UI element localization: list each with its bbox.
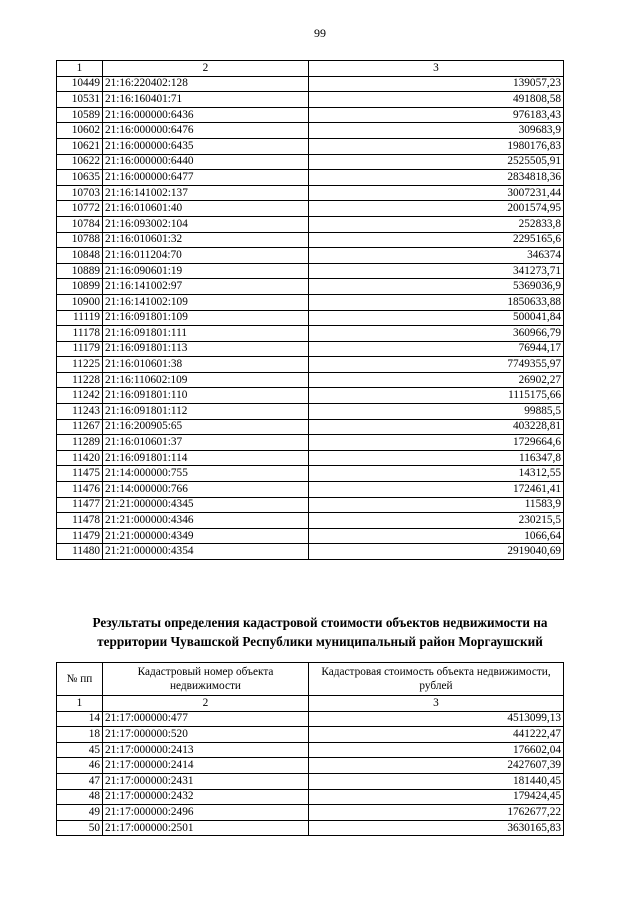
cadastral-number: 21:16:091801:110 (103, 388, 309, 404)
table-row (57, 341, 564, 357)
cadastral-number: 21:16:011204:70 (103, 248, 309, 264)
cadastral-value: 252833,8 (309, 216, 564, 232)
row-number: 14 (57, 711, 103, 727)
table-row (57, 727, 564, 743)
cadastral-value: 11583,9 (309, 497, 564, 513)
cadastral-value: 179424,45 (309, 789, 564, 805)
table-row (57, 388, 564, 404)
table-row (57, 466, 564, 482)
cadastral-value: 309683,9 (309, 123, 564, 139)
row-number: 10635 (57, 170, 103, 186)
row-number: 10703 (57, 185, 103, 201)
row-number: 10602 (57, 123, 103, 139)
cadastral-number: 21:16:010601:40 (103, 201, 309, 217)
table-row (57, 123, 564, 139)
table-row (57, 154, 564, 170)
cadastral-number: 21:17:000000:2413 (103, 742, 309, 758)
section-title (40, 613, 600, 651)
cadastral-value: 403228,81 (309, 419, 564, 435)
cadastral-value: 2427607,39 (309, 758, 564, 774)
table-row (57, 107, 564, 123)
cadastral-value: 14312,55 (309, 466, 564, 482)
table-row (57, 326, 564, 342)
column-number: 2 (103, 696, 309, 712)
cadastral-number: 21:16:220402:128 (103, 76, 309, 92)
section-title-line: Результаты определения кадастровой стоимости объектов недвижимости на (92, 615, 548, 630)
table-row (57, 528, 564, 544)
section-title-line: территории Чувашской Республики муниципальный район Моргаушский (97, 634, 543, 649)
table-row (57, 513, 564, 529)
cadastral-value: 5369036,9 (309, 279, 564, 295)
table-row (57, 76, 564, 92)
row-number: 11179 (57, 341, 103, 357)
row-number: 11478 (57, 513, 103, 529)
cadastral-value: 139057,23 (309, 76, 564, 92)
cadastral-value: 2001574,95 (309, 201, 564, 217)
row-number: 10784 (57, 216, 103, 232)
row-number: 10621 (57, 138, 103, 154)
header-row (57, 663, 564, 696)
row-number: 48 (57, 789, 103, 805)
row-number: 50 (57, 820, 103, 836)
cadastral-value: 2834818,36 (309, 170, 564, 186)
table-row (57, 544, 564, 560)
row-number: 10848 (57, 248, 103, 264)
cadastral-value: 3630165,83 (309, 820, 564, 836)
table-row (57, 170, 564, 186)
table-row (57, 138, 564, 154)
cadastral-number: 21:16:091801:112 (103, 404, 309, 420)
column-number-row (57, 696, 564, 712)
cadastral-value: 4513099,13 (309, 711, 564, 727)
cadastral-number: 21:16:010601:38 (103, 357, 309, 373)
table-row (57, 450, 564, 466)
cadastral-number: 21:16:000000:6440 (103, 154, 309, 170)
cadastral-number: 21:14:000000:755 (103, 466, 309, 482)
row-number: 10788 (57, 232, 103, 248)
table-row (57, 435, 564, 451)
cadastral-value: 976183,43 (309, 107, 564, 123)
cadastral-number: 21:17:000000:477 (103, 711, 309, 727)
row-number: 11225 (57, 357, 103, 373)
cadastral-number: 21:16:141002:97 (103, 279, 309, 295)
cadastral-value: 181440,45 (309, 773, 564, 789)
cadastral-number: 21:21:000000:4345 (103, 497, 309, 513)
cadastral-value: 2919040,69 (309, 544, 564, 560)
table-row (57, 820, 564, 836)
table-row (57, 758, 564, 774)
page-number: 99 (314, 26, 326, 40)
header-cell: Кадастровая стоимость объекта недвижимости, рублей (309, 663, 564, 696)
cadastral-number: 21:16:091801:114 (103, 450, 309, 466)
row-number: 11228 (57, 372, 103, 388)
cadastral-number: 21:16:141002:109 (103, 294, 309, 310)
table-row (57, 789, 564, 805)
row-number: 10900 (57, 294, 103, 310)
cadastral-value: 116347,8 (309, 450, 564, 466)
cadastral-value: 1850633,88 (309, 294, 564, 310)
cadastral-value: 346374 (309, 248, 564, 264)
cadastral-number: 21:16:110602:109 (103, 372, 309, 388)
table-row (57, 232, 564, 248)
cadastral-value: 230215,5 (309, 513, 564, 529)
cadastral-value: 441222,47 (309, 727, 564, 743)
cadastral-value: 172461,41 (309, 482, 564, 498)
cadastral-value: 1762677,22 (309, 805, 564, 821)
cadastral-number: 21:17:000000:2432 (103, 789, 309, 805)
row-number: 10772 (57, 201, 103, 217)
column-number: 3 (309, 696, 564, 712)
row-number: 49 (57, 805, 103, 821)
cadastral-number: 21:16:093002:104 (103, 216, 309, 232)
table-row (57, 773, 564, 789)
row-number: 11477 (57, 497, 103, 513)
column-number: 2 (103, 61, 309, 77)
cadastral-number: 21:16:200905:65 (103, 419, 309, 435)
cadastral-number: 21:21:000000:4349 (103, 528, 309, 544)
row-number: 11420 (57, 450, 103, 466)
table-row (57, 185, 564, 201)
row-number: 11480 (57, 544, 103, 560)
row-number: 10531 (57, 92, 103, 108)
cadastral-number: 21:21:000000:4354 (103, 544, 309, 560)
cadastral-value: 1729664,6 (309, 435, 564, 451)
row-number: 11475 (57, 466, 103, 482)
table-row (57, 310, 564, 326)
cadastral-number: 21:16:091801:111 (103, 326, 309, 342)
cadastral-number: 21:14:000000:766 (103, 482, 309, 498)
row-number: 45 (57, 742, 103, 758)
table-row (57, 357, 564, 373)
row-number: 11267 (57, 419, 103, 435)
table-row (57, 372, 564, 388)
cadastral-value: 500041,84 (309, 310, 564, 326)
column-number: 3 (309, 61, 564, 77)
table-row (57, 201, 564, 217)
cadastral-value: 1980176,83 (309, 138, 564, 154)
table-row (57, 248, 564, 264)
table-row (57, 742, 564, 758)
row-number: 10899 (57, 279, 103, 295)
table-row (57, 263, 564, 279)
table-row (57, 711, 564, 727)
cadastral-table-2 (56, 662, 564, 836)
row-number: 11289 (57, 435, 103, 451)
cadastral-value: 7749355,97 (309, 357, 564, 373)
cadastral-value: 2295165,6 (309, 232, 564, 248)
row-number: 11479 (57, 528, 103, 544)
cadastral-number: 21:17:000000:2431 (103, 773, 309, 789)
cadastral-value: 99885,5 (309, 404, 564, 420)
column-number: 1 (57, 61, 103, 77)
column-number: 1 (57, 696, 103, 712)
cadastral-number: 21:21:000000:4346 (103, 513, 309, 529)
cadastral-number: 21:17:000000:2496 (103, 805, 309, 821)
column-number-row (57, 61, 564, 77)
cadastral-value: 1066,64 (309, 528, 564, 544)
row-number: 11476 (57, 482, 103, 498)
row-number: 10449 (57, 76, 103, 92)
table-row (57, 419, 564, 435)
cadastral-number: 21:17:000000:2501 (103, 820, 309, 836)
table-row (57, 279, 564, 295)
row-number: 46 (57, 758, 103, 774)
row-number: 11242 (57, 388, 103, 404)
cadastral-number: 21:16:000000:6435 (103, 138, 309, 154)
cadastral-number: 21:16:090601:19 (103, 263, 309, 279)
row-number: 18 (57, 727, 103, 743)
row-number: 47 (57, 773, 103, 789)
cadastral-number: 21:17:000000:520 (103, 727, 309, 743)
cadastral-number: 21:16:010601:37 (103, 435, 309, 451)
table-row (57, 805, 564, 821)
cadastral-number: 21:16:091801:113 (103, 341, 309, 357)
cadastral-value: 176602,04 (309, 742, 564, 758)
cadastral-number: 21:16:000000:6476 (103, 123, 309, 139)
table-row (57, 216, 564, 232)
cadastral-number: 21:16:141002:137 (103, 185, 309, 201)
table-row (57, 497, 564, 513)
table-row (57, 404, 564, 420)
cadastral-number: 21:16:000000:6477 (103, 170, 309, 186)
table-row (57, 92, 564, 108)
row-number: 11178 (57, 326, 103, 342)
cadastral-number: 21:16:091801:109 (103, 310, 309, 326)
table-row (57, 294, 564, 310)
cadastral-value: 360966,79 (309, 326, 564, 342)
header-cell: № пп (57, 663, 103, 696)
cadastral-value: 76944,17 (309, 341, 564, 357)
cadastral-value: 1115175,66 (309, 388, 564, 404)
cadastral-value: 2525505,91 (309, 154, 564, 170)
cadastral-value: 341273,71 (309, 263, 564, 279)
cadastral-value: 3007231,44 (309, 185, 564, 201)
header-cell: Кадастровый номер объекта недвижимости (103, 663, 309, 696)
cadastral-table-1 (56, 60, 564, 560)
table-row (57, 482, 564, 498)
cadastral-value: 491808,58 (309, 92, 564, 108)
cadastral-number: 21:16:000000:6436 (103, 107, 309, 123)
row-number: 10622 (57, 154, 103, 170)
cadastral-value: 26902,27 (309, 372, 564, 388)
row-number: 10889 (57, 263, 103, 279)
cadastral-number: 21:17:000000:2414 (103, 758, 309, 774)
row-number: 11243 (57, 404, 103, 420)
cadastral-number: 21:16:160401:71 (103, 92, 309, 108)
cadastral-number: 21:16:010601:32 (103, 232, 309, 248)
row-number: 10589 (57, 107, 103, 123)
row-number: 11119 (57, 310, 103, 326)
